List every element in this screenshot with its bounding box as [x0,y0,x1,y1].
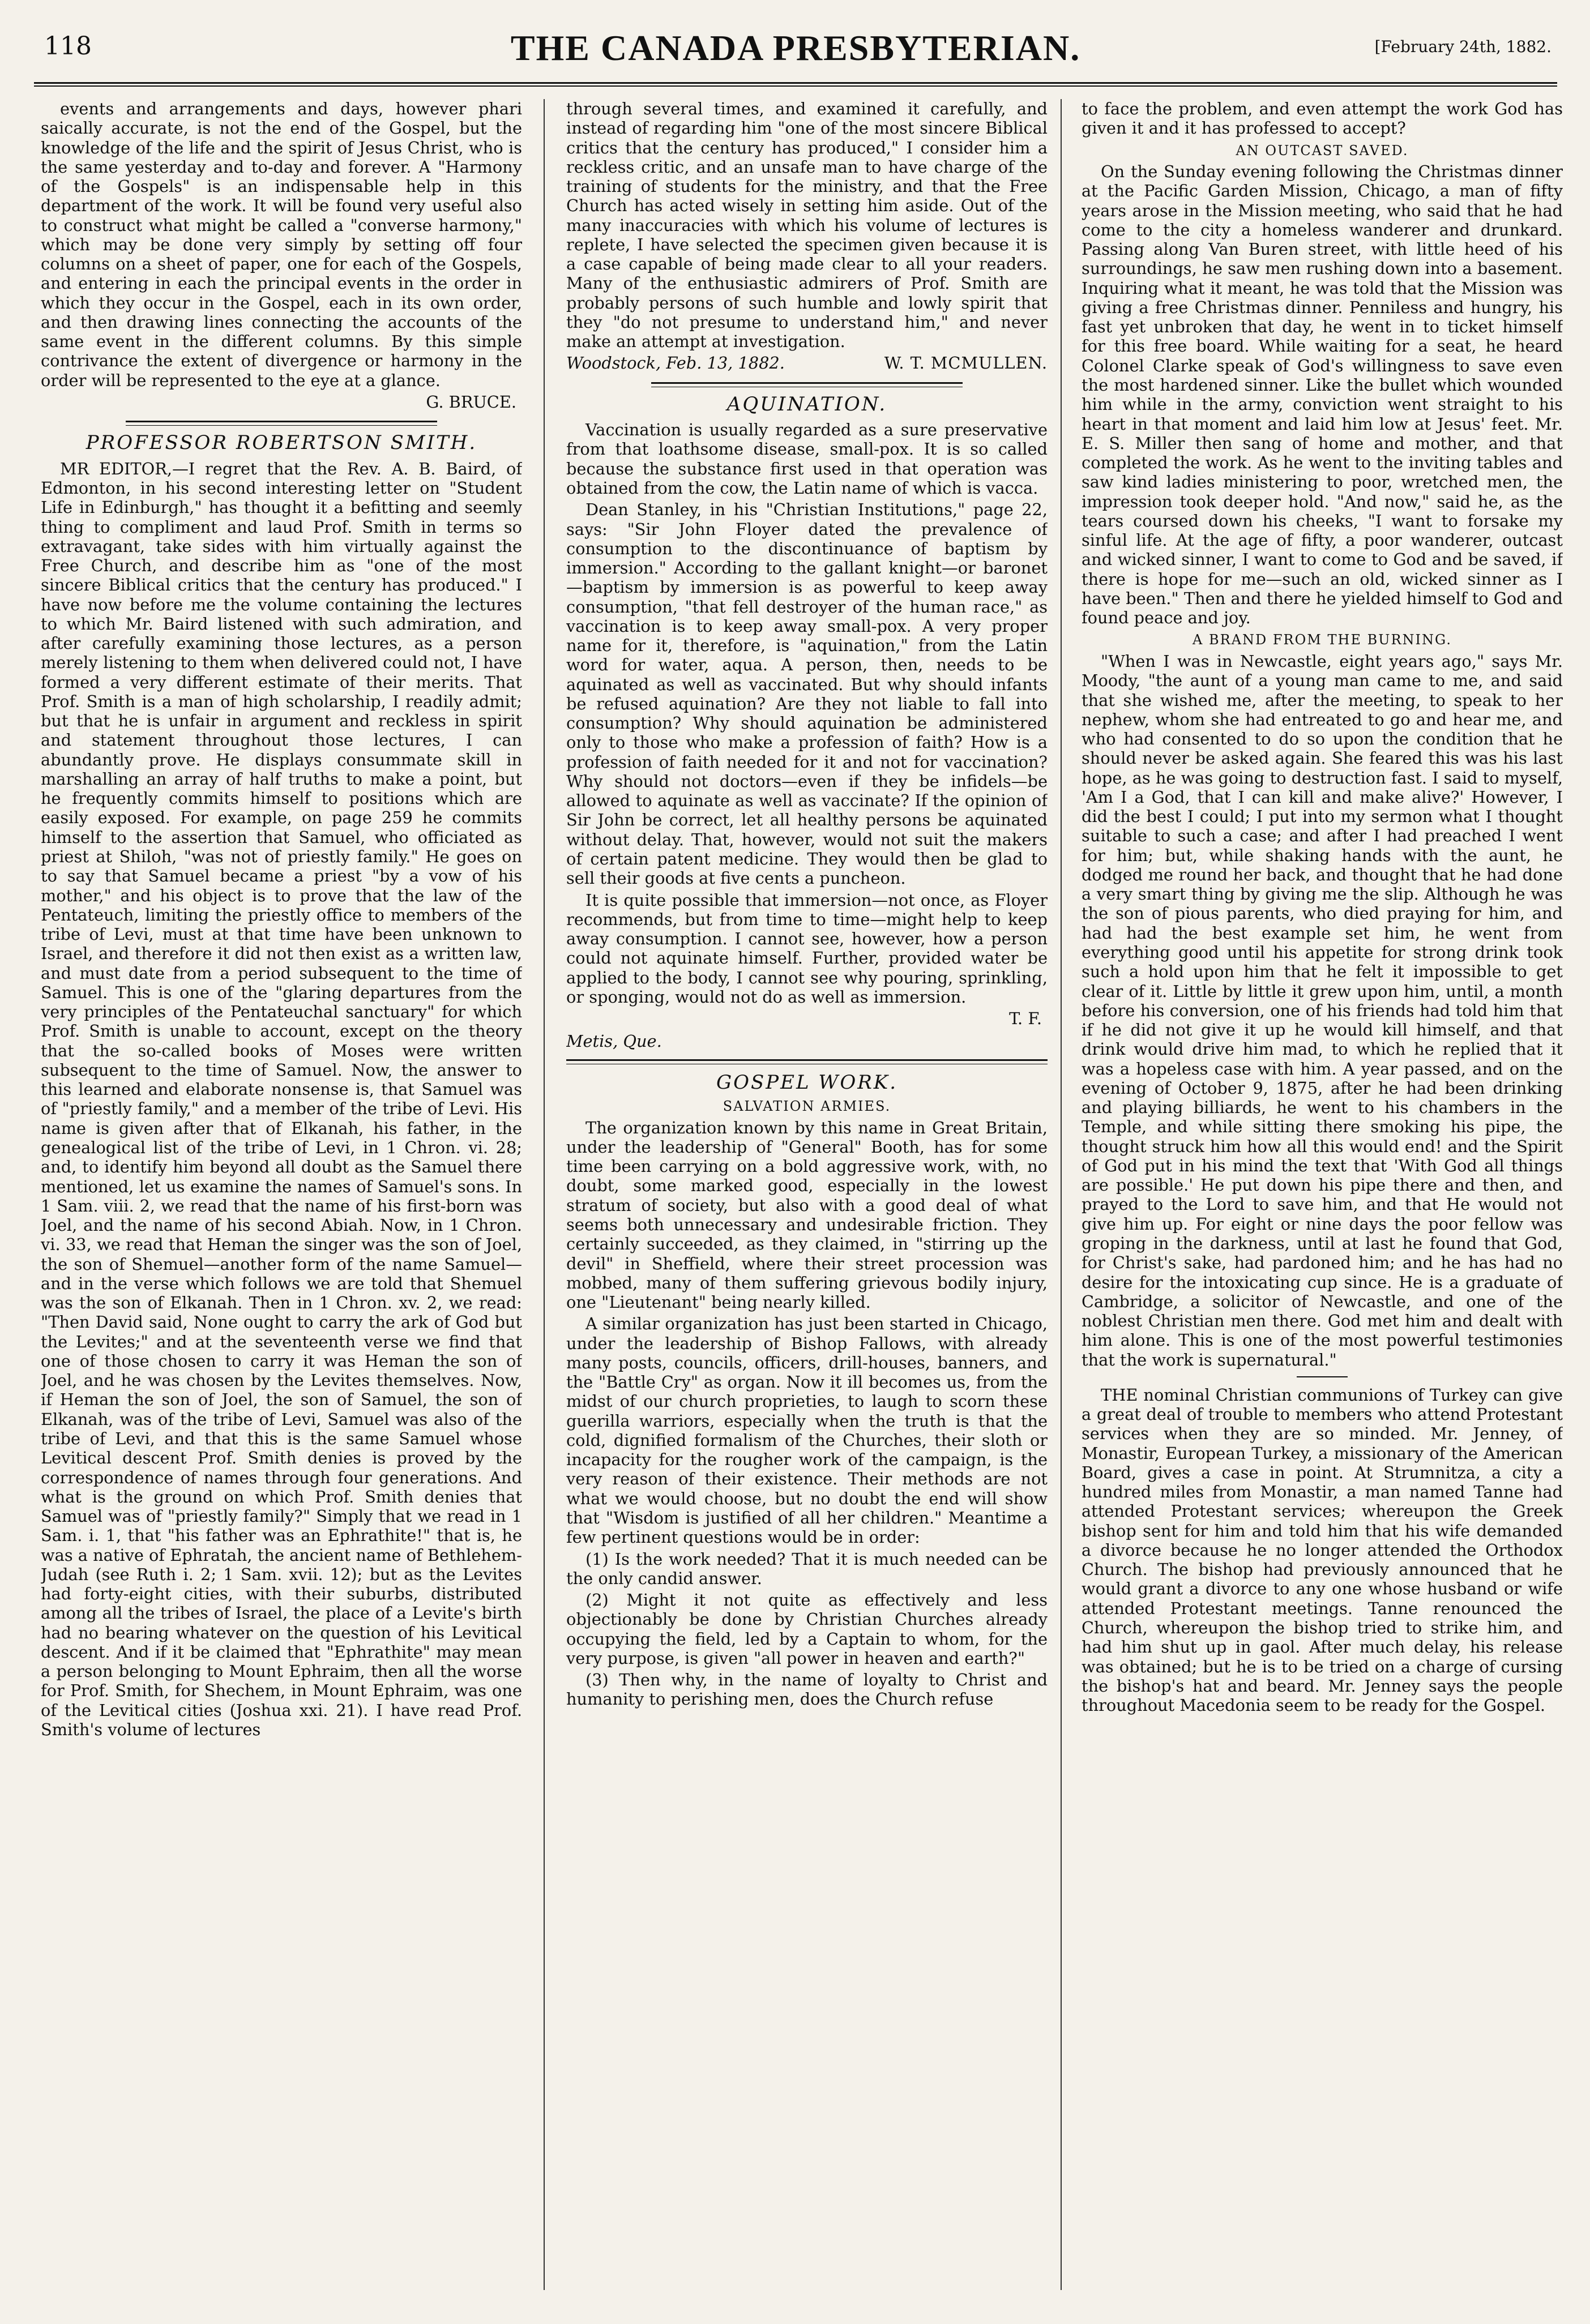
section-divider [566,1059,1048,1064]
section-divider [651,382,963,387]
dateline-place: Woodstock, Feb. 13, 1882. [566,353,785,373]
header-rule [34,82,1557,87]
paragraph: (3) Then why, in the name of loyalty to Christ and humanity to perishing men, does the Church refuse [566,1670,1048,1709]
paragraph: (2) Might it not quite as effectively and less objectionably be done by Christian Churches already occupying the field, led by a Captain to whom, for the very purpose, is given "all power in heaven and earth?" [566,1590,1048,1668]
signature: G. BRUCE. [426,392,516,412]
subsection-heading: SALVATION ARMIES. [723,1098,891,1115]
newspaper-title: THE CANADA PRESBYTERIAN. [510,28,1081,68]
section-divider [126,421,437,426]
dateline [566,353,1048,373]
signature: T. F. [1009,1009,1042,1029]
section-heading: GOSPEL WORK. [716,1071,898,1094]
paragraph: Vaccination is usually regarded as a sure preservative from that loathsome disease, small-pox. It is so called because the substance first used in that operation was obtained from the cow, the Latin name of which is vacca. [566,420,1048,498]
paragraph: A similar organization has just been started in Chicago, under the leadership of Bishop Fallows, with already many posts, councils, officers, drill-houses, banners, and the "Battle Cry" as organ. Now it ill becomes us, from the midst of our church proprieties, to laugh to scorn these guerilla warriors, especially when the truth is that the cold, dignified formalism of the Churches, their sloth or incapacity for the rougher work of the campaign, is the very reason of their existence. Their methods are not what we would choose, but no doubt the end will show that "Wisdom is justified of all her children." Meantime a few pertinent questions would be in order: [566,1314,1048,1547]
paragraph: (1) Is the work needed? That it is much needed can be the only candid answer. [566,1549,1048,1588]
column-3 [1082,99,1563,2296]
paragraph: On the Sunday evening following the Christmas dinner at the Pacific Garden Mission, Chicago, a man of fifty years arose in the Mission meeting, who said that he had come to the city a homeless wanderer and drunkard. Passing along Van Buren street, with little heed of his surroundings, he saw men rushing down into a basement. Inquiring what it meant, he was told that the Mission was giving a free Christmas dinner. Penniless and hungry, his fast yet unbroken that day, he went in to ticket himself for this free board. While waiting for a seat, he heard Colonel Clarke speak of God's willingness to save even the most hardened sinner. Like the bullet which wounded him while in the army, conviction went straight to his heart in that moment and laid him low at Jesus' feet. Mr. E. S. Miller then sang of home and mother, and that completed the work. As he went to the inviting tables and saw kind ladies ministering to poor, wretched men, the impression took deeper hold. "And now," said he, as the tears coursed down his cheeks, "I want to forsake my sinful life. At the age of fifty, a poor wanderer, outcast and wicked sinner, I want to come to God and be saved, if there is hope for me—such an old, wicked sinner as I have been." Then and there he yielded himself to God and found peace and joy. [1082,162,1563,628]
article-heading: PROFESSOR ROBERTSON SMITH. [86,431,477,455]
paragraph: Dean Stanley, in his "Christian Institutions," page 22, says: "Sir John Floyer dated the prevalence of consumption to the discontinuance of baptism by immersion." According to the gallant knight—or baronet—baptism by immersion is as powerful to keep away consumption, "that fell destroyer of the human race," as vaccination is to keep away small-pox. A very proper name for it, therefore, is "aquination," from the Latin word for water, aqua. A person, then, needs to be aquinated as well as vaccinated. But why should infants be refused aquination? Are they not liable to fall into consumption? Why should aquination be administered only to those who make a profession of faith? How is a profession of faith needed for it and not for vaccination? Why should not doctors—even if they be infidels—be allowed to aquinate as well as vaccinate? If the opinion of Sir John be correct, let all healthy persons be aquinated without delay. That, however, would not suit the makers of certain patent medicine. They would then be glad to sell their goods at five cents a puncheon. [566,500,1048,888]
paragraph: to face the problem, and even attempt the work God has given it and it has professed to accept? [1082,99,1563,138]
paragraph: THE nominal Christian communions of Turkey can give a great deal of trouble to members who attend Protestant services when they are so minded. Mr. Jenney, of Monastir, European Turkey, a missionary of the American Board, gives a case in point. At Strumnitza, a city a hundred miles from Monastir, a man named Tanne had attended Protestant services; whereupon the Greek bishop sent for him and told him that his wife demanded a divorce because he no longer attended the Orthodox Church. The bishop had previously announced that he would grant a divorce to any one whose husband or wife attended Protestant meetings. Tanne renounced the Church, whereupon the bishop tried to strike him, and had him shut up in gaol. After much delay, his release was obtained; but he is to be tried on a charge of cursing the bishop's hat and beard. Mr. Jenney says the people throughout Macedonia seem to be ready for the Gospel. [1082,1385,1563,1715]
column-1 [41,99,522,2296]
paragraph: through several times, and examined it carefully, and instead of regarding him "one of the most sincere Biblical critics that the century has produced," I consider him a reckless critic, and an unsafe man to have charge of the training of students for the ministry, and that the Free Church has acted wisely in setting him aside. Out of the many inaccuracies with which his volume of lectures is replete, I have selected the specimen given because it is a case capable of being made clear to all your readers. Many of the enthusiastic admirers of Prof. Smith are probably persons of such humble and lowly spirit that they "do not presume to understand him," and never make an attempt at investigation. [566,99,1048,352]
paragraph: It is quite possible that immersion—not once, as Floyer recommends, but from time to time—might help to keep away consumption. I cannot see, however, how a person could not aquinate himself. Further, provided water be applied to the body, I cannot see why pouring, sprinkling, or sponging, would not do as well as immersion. [566,890,1048,1007]
short-divider [1297,1376,1348,1377]
subsection-heading: A BRAND FROM THE BURNING. [1192,632,1452,648]
page-number: 118 [44,32,92,61]
column-divider [1061,99,1062,2290]
paragraph: MR EDITOR,—I regret that the Rev. A. B. Baird, of Edmonton, in his second interesting letter on "Student Life in Edinburgh," has thought it a befitting and seemly thing to compliment and laud Prof. Smith in terms so extravagant, take sides with him virtually against the Free Church, and describe him as "one of the most sincere Biblical critics that the century has produced." I have now before me the volume containing the lectures to which Mr. Baird listened with such admiration, and after carefully examining those lectures, as a person merely listening to them when delivered could not, I have formed a very different estimate of their merits. That Prof. Smith is a man of high scholarship, I readily admit; but that he is unfair in argument and reckless in spirit and statement throughout those lectures, I can abundantly prove. He displays consummate skill in marshalling an array of half truths to make a point, but he frequently commits himself to positions which are easily exposed. For example, on page 259 he commits himself to the assertion that Samuel, who officiated as priest at Shiloh, "was not of priestly family." He goes on to say that Samuel became a priest "by a vow of his mother," and his object is to prove that the law of the Pentateuch, limiting the priestly office to members of the tribe of Levi, must at that time have been unknown to Israel, and therefore it did not then exist as a written law, and must date from a period subsequent to the time of Samuel. This is one of the "glaring departures from the very principles of the Pentateuchal sanctuary" for which Prof. Smith is unable to account, except on the theory that the so-called books of Moses were written subsequent to the time of Samuel. Now, the answer to this learned and elaborate nonsense is, that Samuel was of "priestly family," and a member of the tribe of Levi. His name is given after that of Elkanah, his father, in the genealogical list of the tribe of Levi, in 1 Chron. vi. 28; and, to identify him beyond all doubt as the Samuel there mentioned, let us examine the names of Samuel's sons. In 1 Sam. viii. 2, we read that the name of his first-born was Joel, and the name of his second Abiah. Now, in 1 Chron. vi. 33, we read that Heman the singer was the son of Joel, the son of Shemuel—another form of the name Samuel—and in the verse which follows we are told that Shemuel was the son of Elkanah. Then in 1 Chron. xv. 2, we read: "Then David said, None ought to carry the ark of God but the Levites;" and at the seventeenth verse we find that one of those chosen to carry it was Heman the son of Joel, and he was chosen by the Levites themselves. Now, if Heman the son of Joel, the son of Samuel, the son of Elkanah, was of the tribe of Levi, Samuel was also of the tribe of Levi, and that this is the same Samuel whose Levitical descent Prof. Smith denies is proved by the correspondence of names through four generations. And what is the ground on which Prof. Smith denies that Samuel was of "priestly family?" Simply that we read in 1 Sam. i. 1, that "his father was an Ephrathite!" that is, he was a native of Ephratah, the ancient name of Bethlehem-Judah (see Ruth i. 2; 1 Sam. xvii. 12); but as the Levites had forty-eight cities, with their suburbs, distributed among all the tribes of Israel, the place of a Levite's birth had no bearing whatever on the question of his Levitical descent. And if it be claimed that "Ephrathite" may mean a person belonging to Mount Ephraim, then all the worse for Prof. Smith, for Shechem, in Mount Ephraim, was one of the Levitical cities (Joshua xxi. 21). I have read Prof. Smith's volume of lectures [41,459,522,1739]
subsection-heading: AN OUTCAST SAVED. [1236,142,1409,159]
paragraph: "When I was in Newcastle, eight years ago," says Mr. Moody, "the aunt of a young man came to me, and said that she wished me, after the meeting, to speak to her nephew, whom she had entreated to go and hear me, and who had consented to do so upon the condition that he should never be asked again. She feared this was his last hope, as he was going to destruction fast. I said to myself, 'Am I a God, that I can kill and make alive?' However, I did the best I could; I put into my sermon what I thought suitable to such a case; and after I had preached I went for him; but, while shaking hands with the aunt, he dodged me round her back, and thought that he had done a very smart thing by giving me the slip. Although he was the son of pious parents, who died praying for him, and had had the best example set him, he went from everything good until his appetite for strong drink took such a hold upon him that he felt it impossible to get clear of it. Little by little it grew upon him, until, a month before his conversion, one of his friends had told him that if he did not give it up he would kill himself, and that drink would drive him mad, to which he replied that it was a hopeless case with him. A year passed, and on the evening of October 9, 1875, after he had been drinking and playing billiards, he went to his chambers in the Temple, and while sitting there smoking his pipe, the thought struck him how all this would end! and the Spirit of God put in his mind the text that 'With God all things are possible.' He put down his pipe there and then, and prayed to the Lord to save him, and that He would not give him up. For eight or nine days the poor fellow was groping in the darkness, until at last he found that God, for Christ's sake, had pardoned him; and he has had no desire for the intoxicating cup since. He is a graduate of Cambridge, a solicitor of Newcastle, and one of the noblest Christian men there. God met him and dealt with him alone. This is one of the most powerful testimonies that the work is supernatural." [1082,652,1563,1369]
signature-place: Metis, Que. [566,1032,662,1051]
masthead [34,23,1557,74]
article-heading: AQUINATION. [726,392,887,416]
paragraph: events and arrangements and days, however phari saically accurate, is not the end of the Gospel, but the knowledge of the life and the spirit of Jesus Christ, who is the same yesterday and to-day and forever. A "Harmony of the Gospels" is an indispensable help in this department of the work. It will be found very useful also to construct what might be called a "converse harmony," which may be done very simply by setting off four columns on a sheet of paper, one for each of the Gospels, and entering in each the principal events in the order in which they occur in the Gospel, each in its own order, and then drawing lines connecting the accounts of the same event in the different columns. By this simple contrivance the extent of divergence or harmony in the order will be represented to the eye at a glance. [41,99,522,390]
paragraph: The organization known by this name in Great Britain, under the leadership of "General" Booth, has for some time been carrying on a bold aggressive work, with, no doubt, some marked good, especially in the lowest stratum of society, but also with a good deal of what seems both unnecessary and undesirable friction. They certainly succeeded, as they claimed, in "stirring up the devil" in Sheffield, where their street procession was mobbed, many of them suffering grievous bodily injury, one "Lieutenant" being nearly killed. [566,1118,1048,1312]
column-divider [544,99,545,2290]
column-2 [566,99,1048,2296]
issue-date: [February 24th, 1882. [1374,37,1551,56]
dateline-author: W. T. MCMULLEN. [884,353,1048,373]
